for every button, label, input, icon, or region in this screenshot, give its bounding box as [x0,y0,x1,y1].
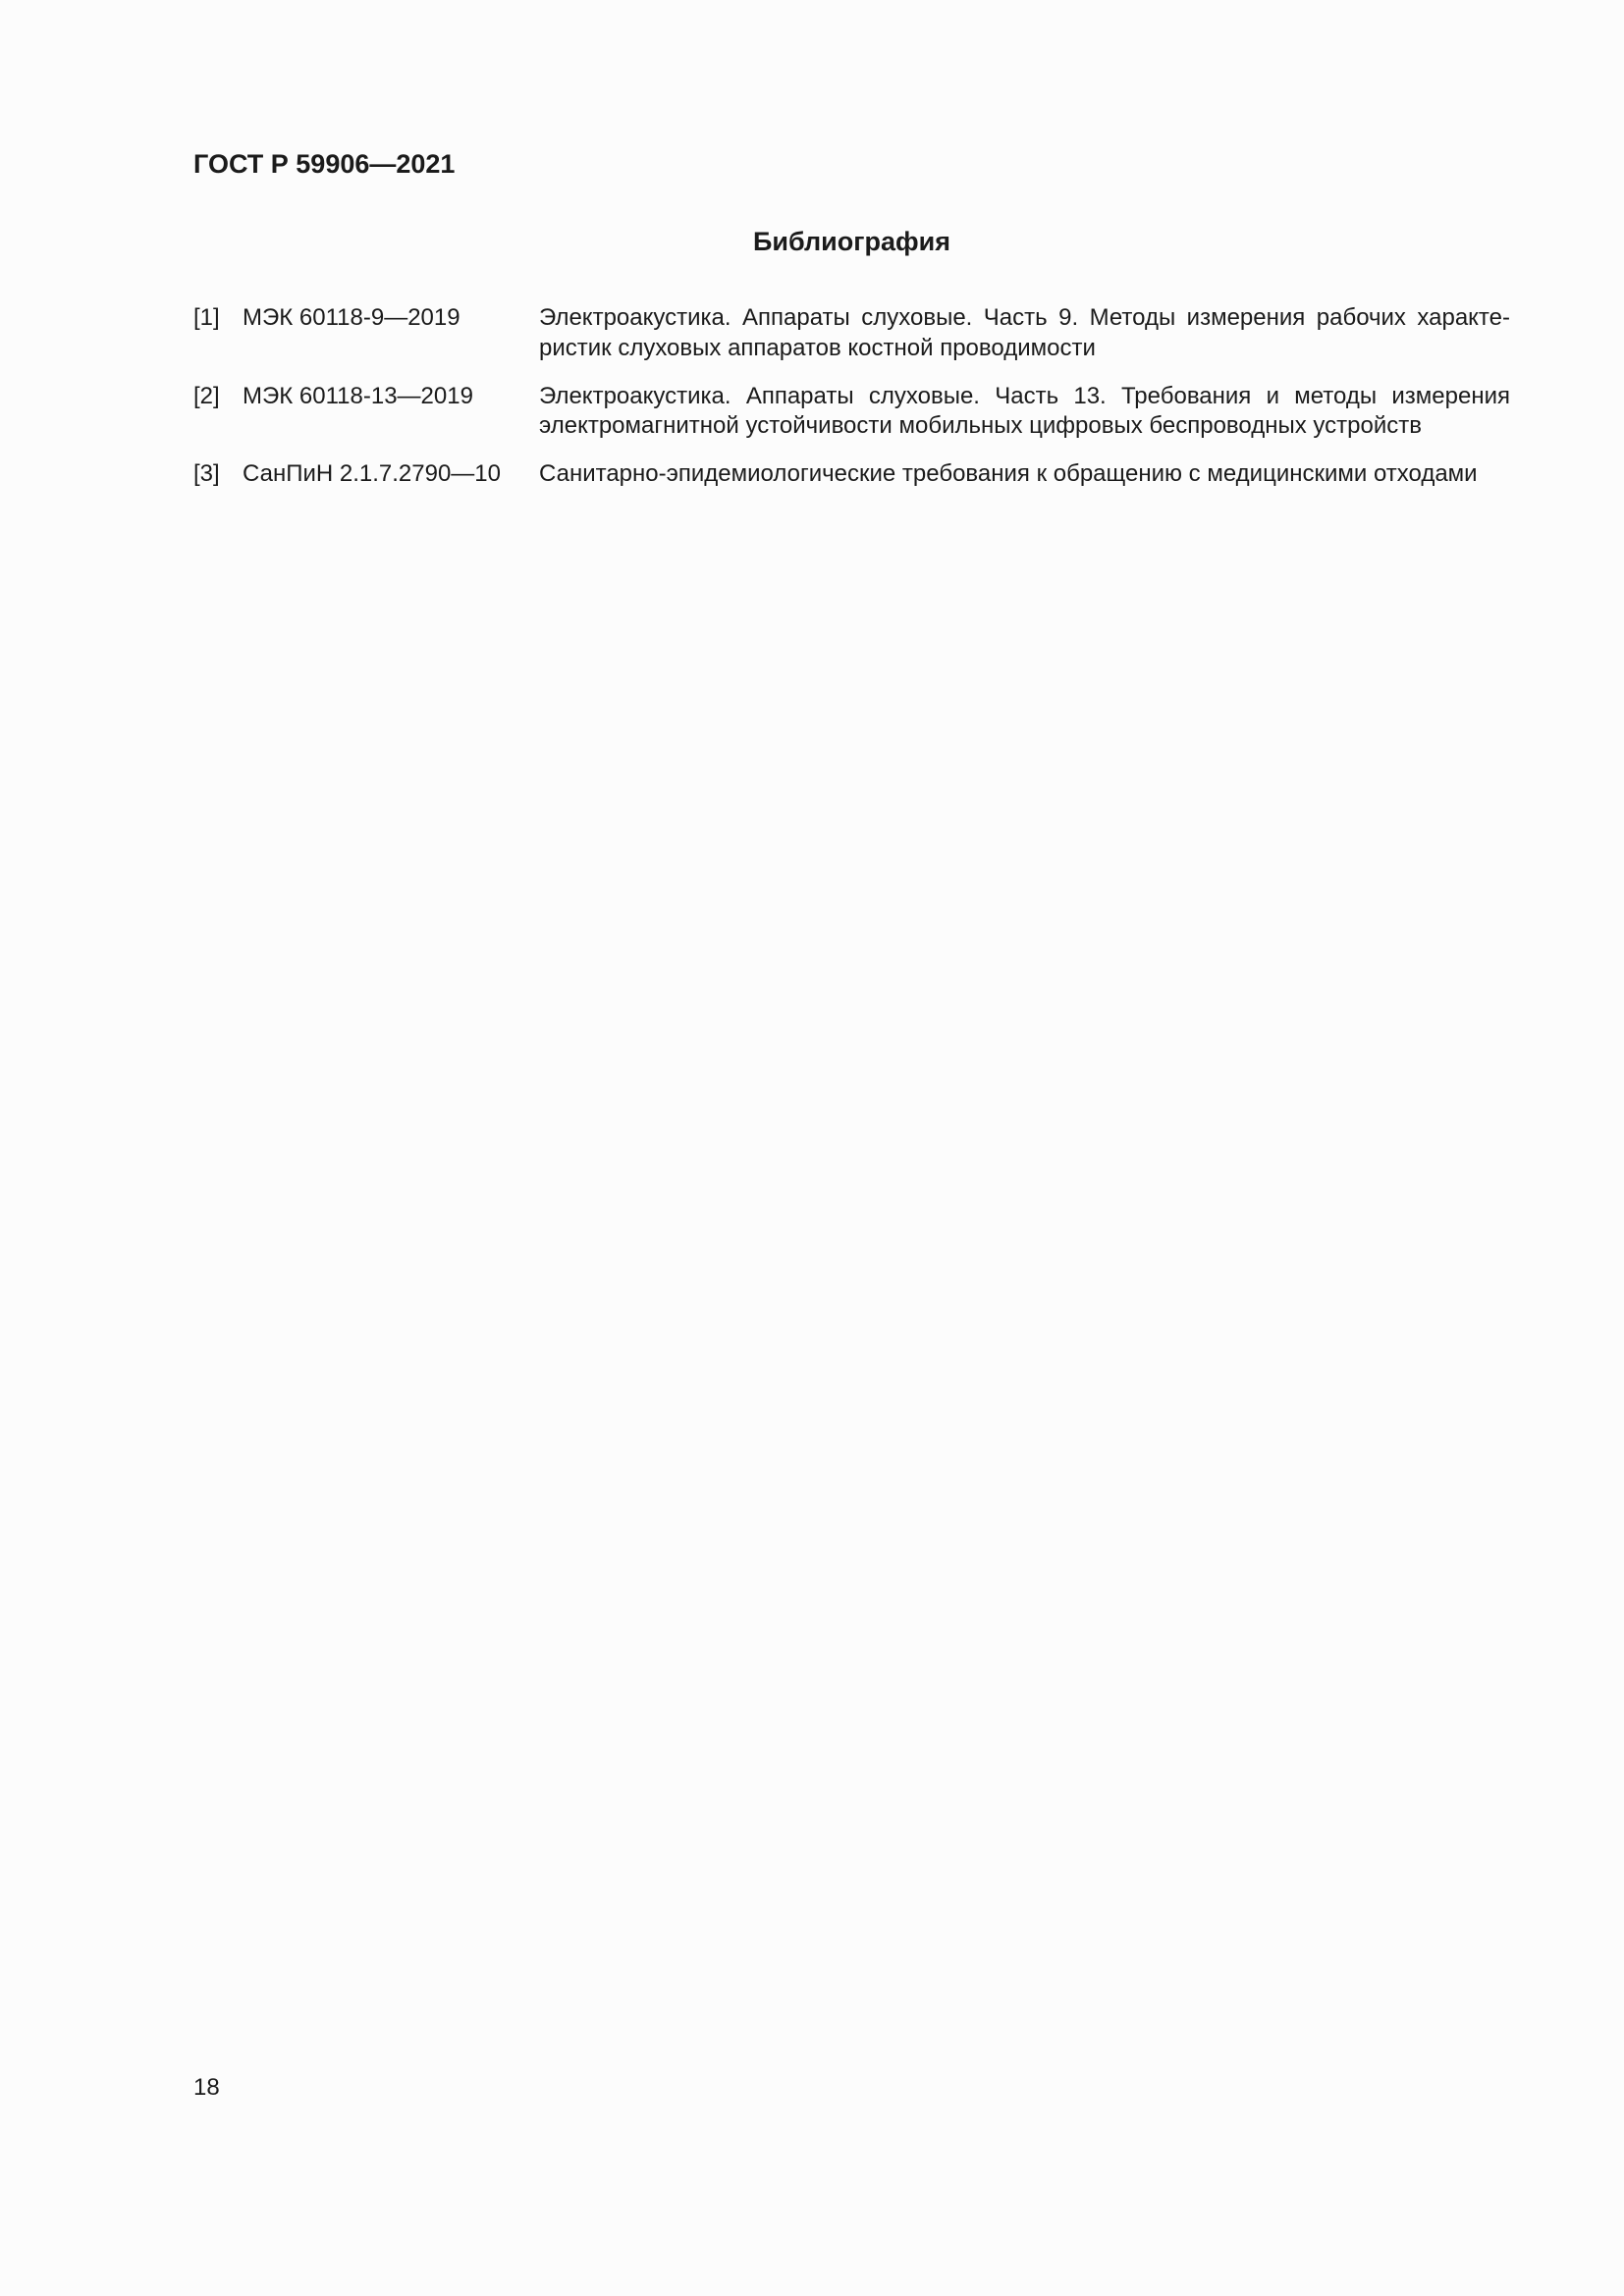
entry-title-line: ристик слуховых аппаратов костной проводимости [539,334,1096,361]
page-number: 18 [193,2074,220,2101]
entry-code: МЭК 60118-13—2019 [243,382,473,409]
entry-title [539,382,1510,442]
entry-title [539,303,1510,363]
entry-title-line: электромагнитной устойчивости мобильных цифровых беспроводных устройств [539,412,1422,439]
entry-number: [3] [193,460,220,487]
entry-code: СанПиН 2.1.7.2790—10 [243,460,501,487]
entry-title-line: Санитарно-эпидемиологические требования к обращению с медицинскими отходами [539,460,1478,487]
entry-title [539,459,1510,490]
entry-title-line: Электроакустика. Аппараты слуховые. Часть 13. Требования и методы измерения [539,382,1510,409]
bibliography-entry [193,382,1510,442]
entry-title-line: Электроакустика. Аппараты слуховые. Часть 9. Методы измерения рабочих характе- [539,304,1510,331]
bibliography-list [193,303,1510,507]
bibliography-title: Библиография [753,227,950,256]
entry-number: [2] [193,382,220,409]
entry-code: МЭК 60118-9—2019 [243,304,460,331]
entry-number: [1] [193,304,220,331]
bibliography-entry [193,303,1510,363]
running-header: ГОСТ Р 59906—2021 [193,149,456,179]
bibliography-entry [193,459,1510,490]
